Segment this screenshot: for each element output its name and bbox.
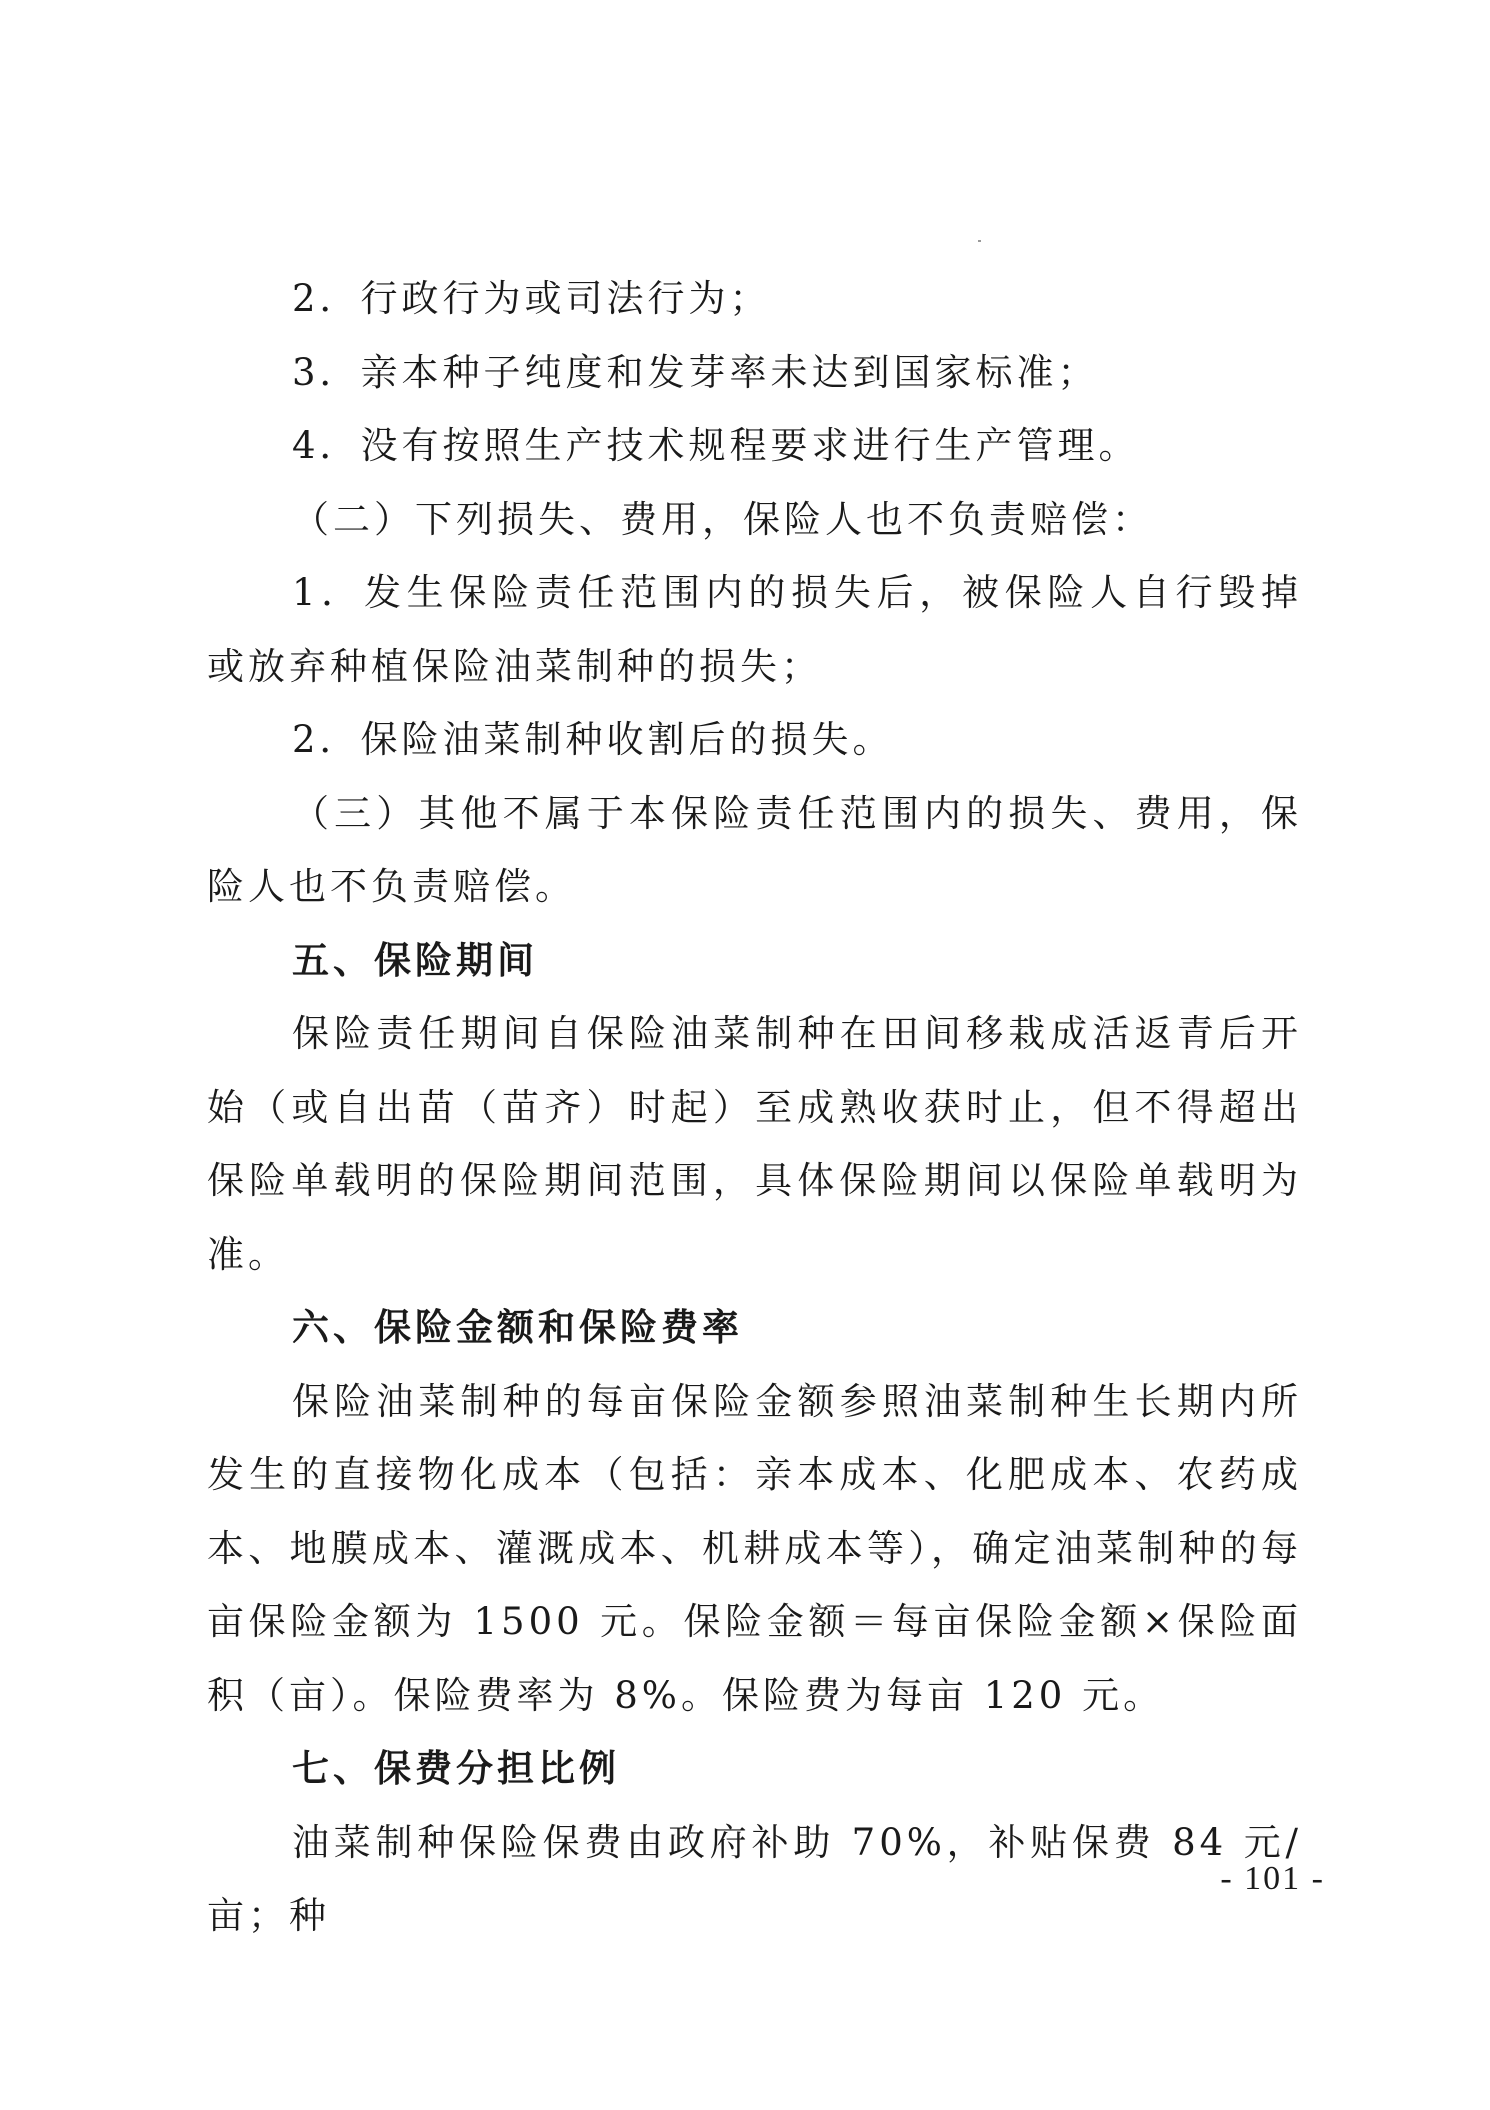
paragraph-section-2-item-1: 1．发生保险责任范围内的损失后，被保险人自行毁掉或放弃种植保险油菜制种的损失；: [207, 571, 1302, 688]
heading-insurance-period: 五、保险期间: [292, 938, 538, 982]
paragraph-exclusion-2: 2．行政行为或司法行为；: [292, 277, 771, 320]
document-body: [207, 262, 1302, 1953]
paragraph-insurance-period: 保险责任期间自保险油菜制种在田间移栽成活返青后开始（或自出苗（苗齐）时起）至成熟收获时止，但不得超出保险单载明的保险期间范围，具体保险期间以保险单载明为准。: [207, 1012, 1302, 1276]
page-number: - 101 -: [1220, 1860, 1325, 1897]
heading-insured-amount-and-rate: 六、保险金额和保险费率: [292, 1306, 743, 1349]
paragraph-exclusion-3: 3．亲本种子纯度和发芽率未达到国家标准；: [292, 350, 1099, 394]
paragraph-section-2-item-2: 2．保险油菜制种收割后的损失。: [292, 718, 894, 761]
heading-premium-sharing: 七、保费分担比例: [292, 1747, 620, 1790]
paragraph-insured-amount-and-rate: 保险油菜制种的每亩保险金额参照油菜制种生长期内所发生的直接物化成本（包括：亲本成本、化肥成本、农药成本、地膜成本、灌溉成本、机耕成本等），确定油菜制种的每亩保险金额为 1500 元。保险金额＝每亩保险金额×保险面积（亩）。保险费率为 8%。保险费为每亩 120 元。: [207, 1379, 1302, 1717]
paragraph-premium-sharing: 油菜制种保险保费由政府补助 70%，补贴保费 84 元/亩；种: [207, 1820, 1302, 1937]
scan-speck: [978, 240, 981, 242]
paragraph-exclusion-4: 4．没有按照生产技术规程要求进行生产管理。: [292, 424, 1140, 467]
paragraph-section-2-intro: （二）下列损失、费用，保险人也不负责赔偿：: [292, 497, 1153, 541]
paragraph-section-3: （三）其他不属于本保险责任范围内的损失、费用，保险人也不负责赔偿。: [207, 791, 1302, 908]
